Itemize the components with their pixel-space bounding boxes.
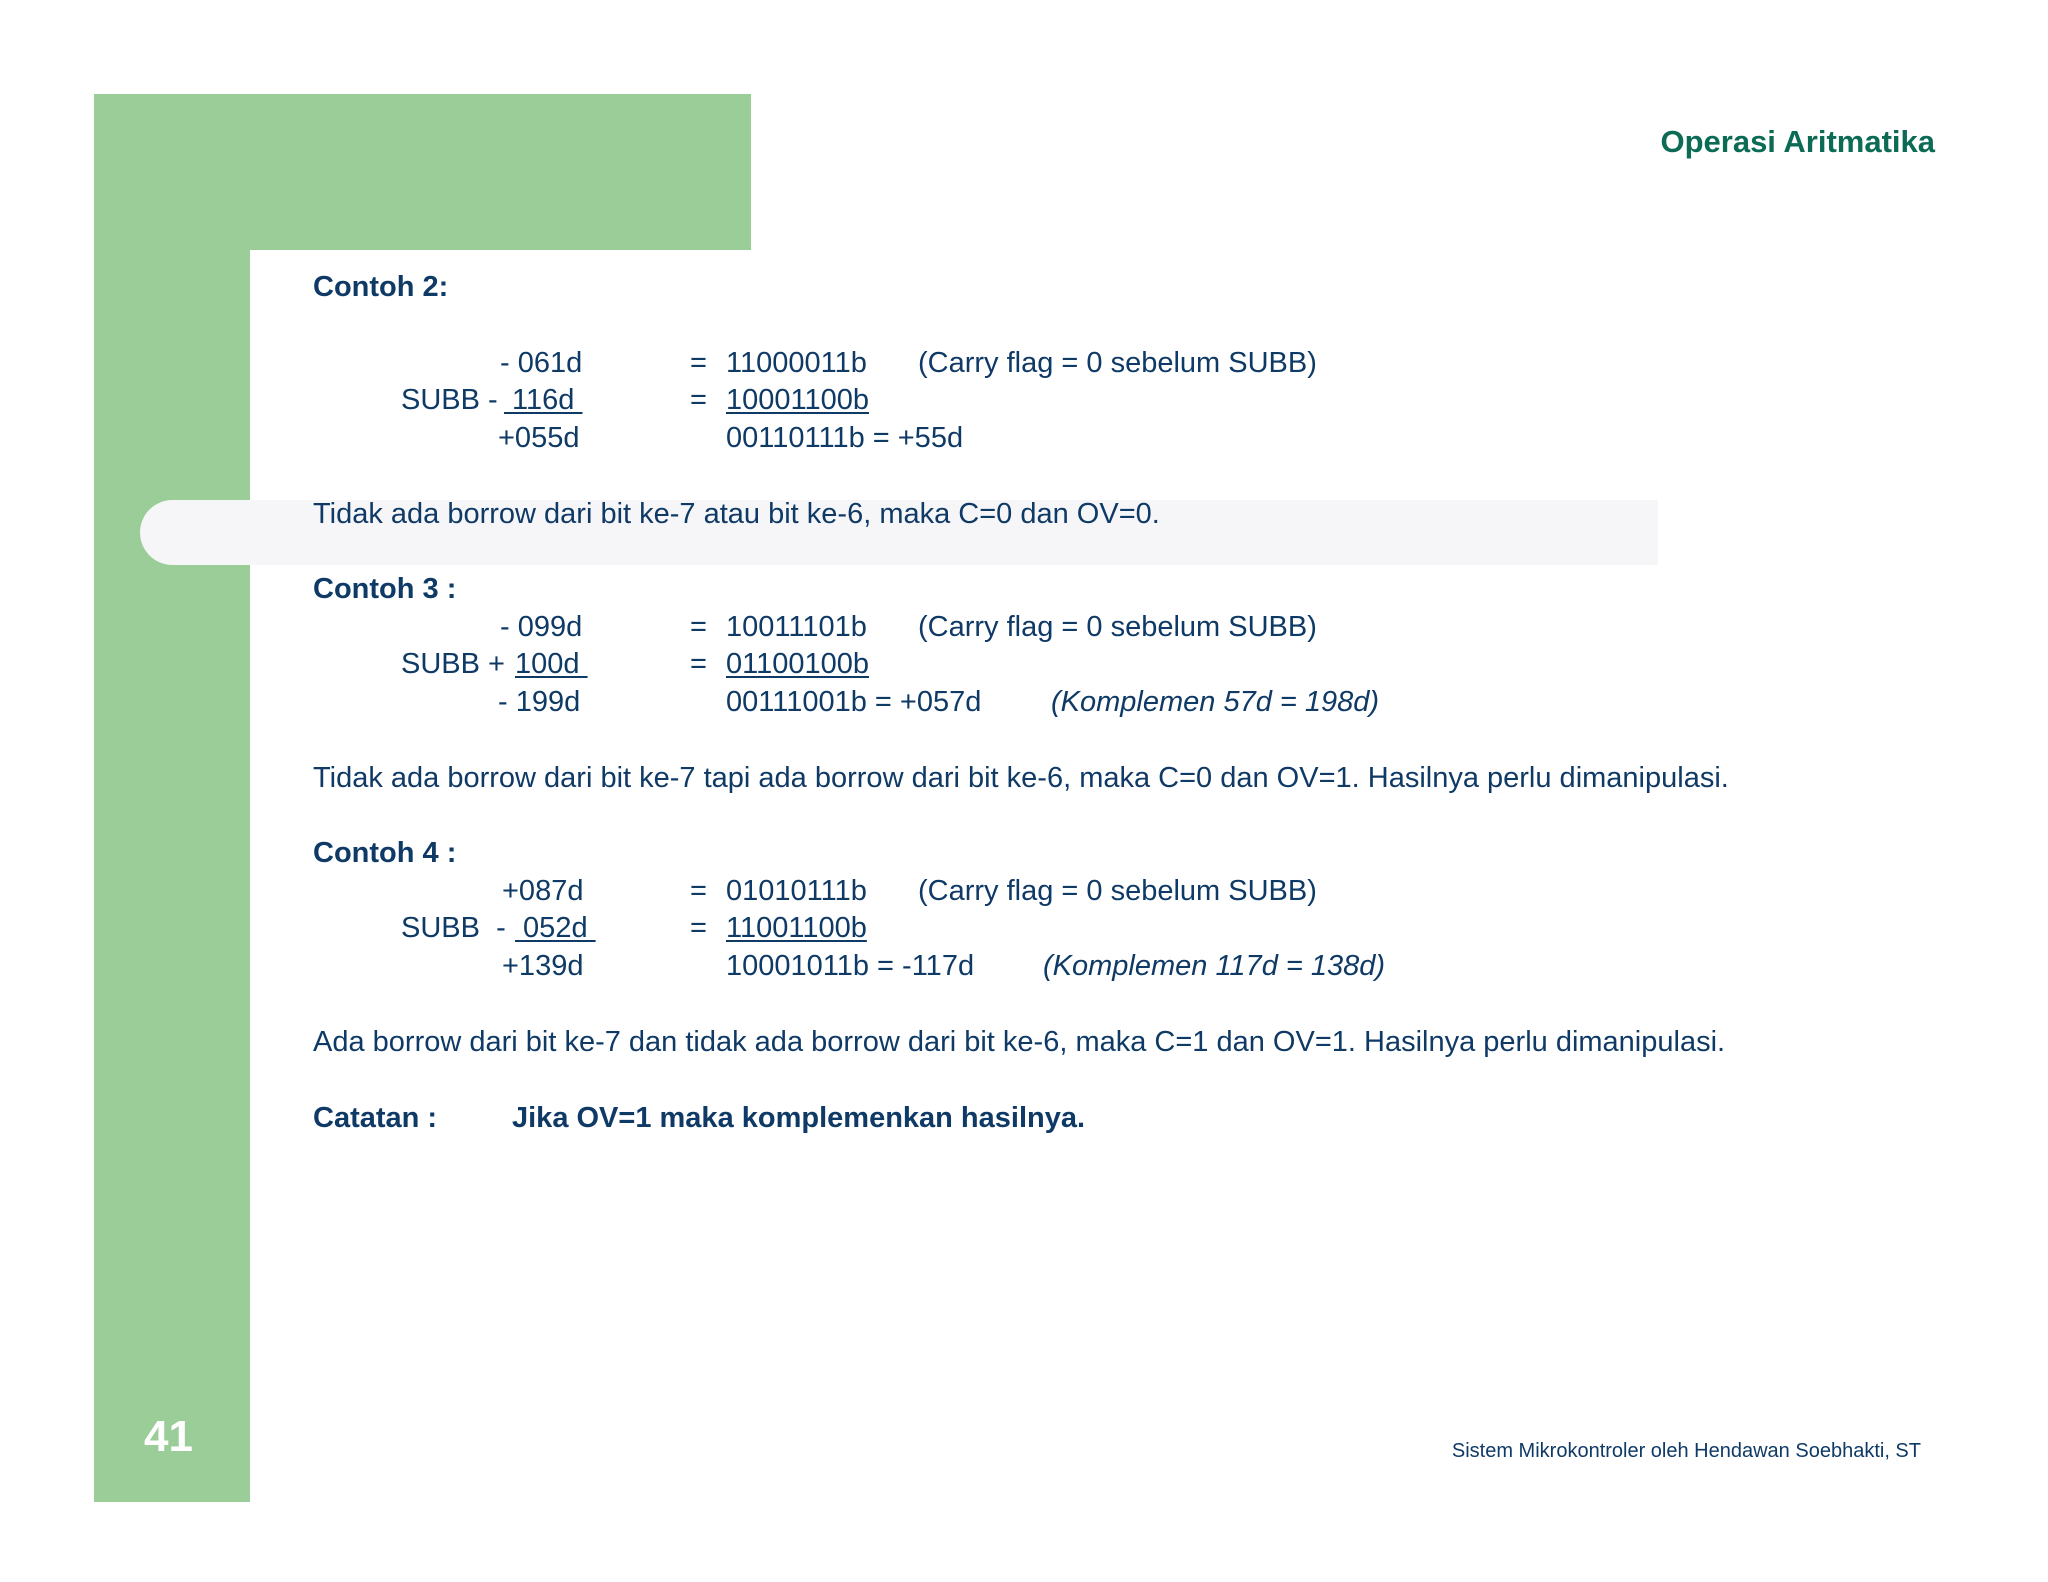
contoh-4-row3-result: 10001011b = -117d [726, 950, 975, 982]
contoh-2-row2-op: SUBB - [401, 384, 498, 416]
footer-credit: Sistem Mikrokontroler oleh Hendawan Soebhakti, ST [1451, 1440, 1921, 1462]
page-number: 41 [144, 1412, 193, 1461]
catatan-label: Catatan : [313, 1102, 438, 1134]
contoh-3-row3-operand: - 199d [498, 686, 581, 718]
contoh-4-heading: Contoh 4 : [313, 837, 457, 869]
contoh-4-row1-operand: +087d [502, 875, 584, 907]
contoh-2-row1-equals: = [690, 347, 707, 379]
contoh-2-explanation: Tidak ada borrow dari bit ke-7 atau bit ke-6, maka C=0 dan OV=0. [313, 498, 1160, 530]
contoh-4-row3-operand: +139d [502, 950, 584, 982]
catatan-text: Jika OV=1 maka komplemenkan hasilnya. [512, 1102, 1086, 1134]
slide-title: Operasi Aritmatika [1660, 124, 1935, 159]
contoh-4-row1-note: (Carry flag = 0 sebelum SUBB) [918, 875, 1317, 907]
contoh-2-row2-operand: 116d [504, 384, 583, 416]
contoh-4-row1-binary: 01010111b [726, 875, 867, 907]
green-top-block [94, 94, 751, 250]
contoh-3-row2-binary: 01100100b [726, 648, 870, 680]
contoh-4-row2-equals: = [690, 912, 707, 944]
contoh-4-row2-operand: 052d [515, 912, 596, 944]
contoh-3-row1-operand: - 099d [500, 611, 583, 643]
contoh-3-row2-equals: = [690, 648, 707, 680]
contoh-2-row2-binary: 10001100b [726, 384, 870, 416]
contoh-3-row1-equals: = [690, 611, 707, 643]
contoh-4-row3-note: (Komplemen 117d = 138d) [1043, 950, 1386, 982]
contoh-2-heading: Contoh 2: [313, 271, 449, 303]
contoh-4-row2-binary: 11001100b [726, 912, 867, 944]
contoh-3-row1-binary: 10011101b [726, 611, 867, 643]
contoh-3-row1-note: (Carry flag = 0 sebelum SUBB) [918, 611, 1317, 643]
contoh-3-row3-result: 00111001b = +057d [726, 686, 982, 718]
contoh-3-row3-note: (Komplemen 57d = 198d) [1051, 686, 1380, 718]
contoh-3-row2-op: SUBB + [401, 648, 505, 680]
contoh-2-row1-note: (Carry flag = 0 sebelum SUBB) [918, 347, 1317, 379]
contoh-2-row1-binary: 11000011b [726, 347, 867, 379]
contoh-4-row1-equals: = [690, 875, 707, 907]
contoh-4-row2-op: SUBB - [401, 912, 506, 944]
contoh-3-heading: Contoh 3 : [313, 573, 457, 605]
green-sidebar-bar [94, 94, 250, 1502]
contoh-2-row3-operand: +055d [498, 422, 580, 454]
contoh-3-explanation: Tidak ada borrow dari bit ke-7 tapi ada borrow dari bit ke-6, maka C=0 dan OV=1. Hasilnya perlu dimanipulasi. [313, 762, 1729, 794]
contoh-2-row1-operand: - 061d [500, 347, 583, 379]
contoh-2-row2-equals: = [690, 384, 707, 416]
contoh-2-row3-result: 00110111b = +55d [726, 422, 964, 454]
contoh-4-explanation: Ada borrow dari bit ke-7 dan tidak ada borrow dari bit ke-6, maka C=1 dan OV=1. Hasilnya perlu dimanipulasi. [313, 1026, 1726, 1058]
contoh-3-row2-operand: 100d [515, 648, 588, 680]
